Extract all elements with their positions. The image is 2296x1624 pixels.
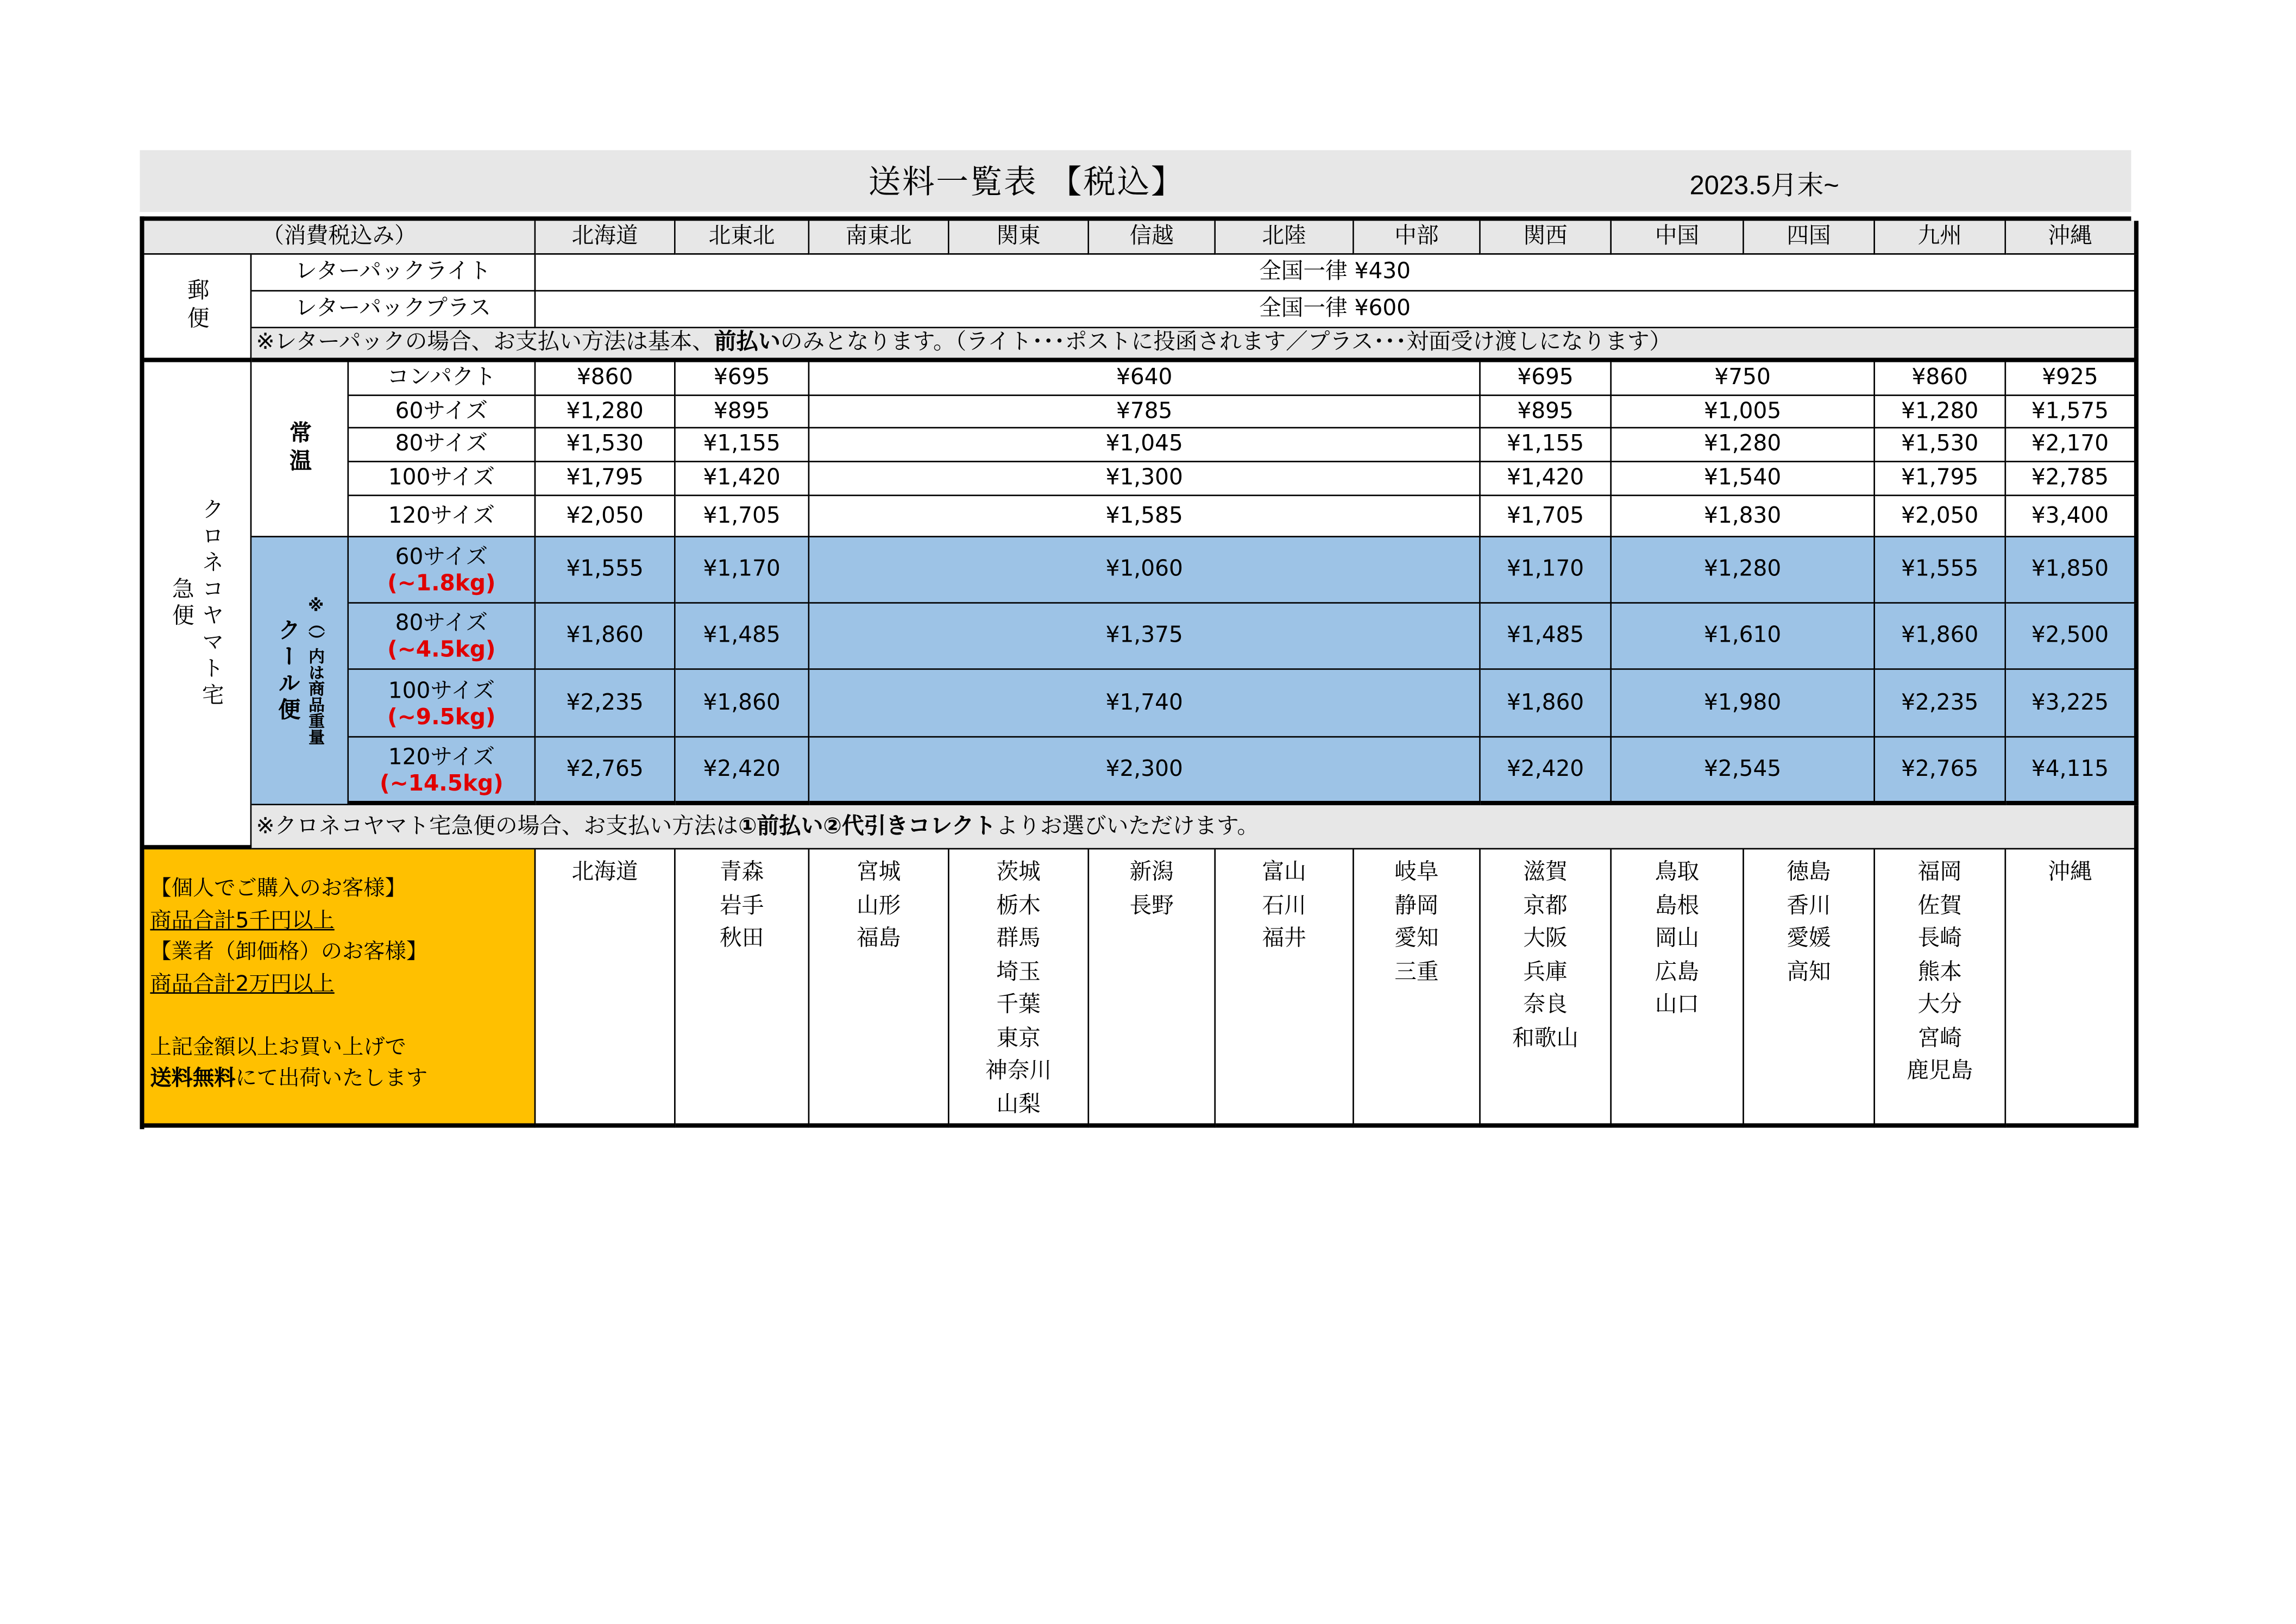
rate-cell: ¥1,705 <box>676 496 810 537</box>
post-section-label: 郵便 <box>144 255 252 362</box>
cool-rate-cell: ¥1,375 <box>809 604 1481 670</box>
cool-rate-cell: ¥1,860 <box>1875 604 2006 670</box>
rate-cell: ¥2,170 <box>2006 428 2138 462</box>
prefecture-name: 岐阜 <box>1394 858 1439 885</box>
cool-size-label <box>349 738 536 806</box>
prefecture-name: 東京 <box>996 1024 1041 1051</box>
cool-rate-cell: ¥2,500 <box>2006 604 2138 670</box>
prefecture-name: 和歌山 <box>1512 1024 1579 1051</box>
prefecture-name: 奈良 <box>1523 990 1568 1018</box>
rate-cell: ¥1,420 <box>1481 462 1612 496</box>
rate-cell: ¥1,585 <box>809 496 1481 537</box>
tax-note-header: （消費税込み） <box>144 221 536 254</box>
rate-cell: ¥895 <box>676 396 810 429</box>
free-shipping-notice: 【個人でご購入のお客様】 商品合計5千円以上 【業者（卸価格）のお客様】 商品合計2万円以上 上記金額以上お買い上げで 送料無料にて出荷いたします <box>144 849 536 1127</box>
cool-rate-cell: ¥4,115 <box>2006 738 2138 806</box>
rate-cell: ¥1,155 <box>1481 428 1612 462</box>
prefecture-list <box>1612 849 1744 1127</box>
prefecture-name: 兵庫 <box>1523 957 1568 985</box>
cool-rate-cell: ¥1,170 <box>676 537 810 604</box>
effective-date: 2023.5月末~ <box>1689 171 1839 200</box>
cool-size: 60サイズ <box>395 543 488 570</box>
cool-rate-cell: ¥1,485 <box>1481 604 1612 670</box>
prefecture-name: 香川 <box>1787 891 1831 918</box>
prefecture-name: 静岡 <box>1394 891 1439 918</box>
prefecture-name: 愛知 <box>1394 924 1439 951</box>
cool-rate-cell: ¥2,765 <box>1875 738 2006 806</box>
rate-cell: ¥895 <box>1481 396 1612 429</box>
rate-cell: ¥1,420 <box>676 462 810 496</box>
cool-rate-cell: ¥1,980 <box>1612 670 1875 738</box>
rate-cell: ¥2,785 <box>2006 462 2138 496</box>
prefecture-name: 群馬 <box>996 924 1041 951</box>
rate-cell: ¥1,280 <box>1612 428 1875 462</box>
prefecture-name: 山梨 <box>996 1090 1041 1117</box>
cool-rate-cell: ¥2,545 <box>1612 738 1875 806</box>
page-title: 送料一覧表 【税込】 <box>868 165 1185 202</box>
cool-rate-cell: ¥2,420 <box>1481 738 1612 806</box>
prefecture-name: 長野 <box>1129 891 1174 918</box>
rate-cell: ¥925 <box>2006 362 2138 396</box>
prefecture-list <box>1481 849 1612 1127</box>
cool-size-label <box>349 670 536 738</box>
prefecture-name: 熊本 <box>1917 957 1962 985</box>
prefecture-name: 宮崎 <box>1917 1024 1962 1051</box>
prefecture-name: 沖縄 <box>2048 858 2092 885</box>
rate-cell: ¥640 <box>809 362 1481 396</box>
cool-weight: (~1.8kg) <box>387 569 496 597</box>
prefecture-name: 福井 <box>1262 924 1306 951</box>
cool-section-label: クール便 ※（）内は商品重量 <box>251 537 349 805</box>
cool-rate-cell: ¥2,765 <box>536 738 675 806</box>
cool-size: 100サイズ <box>388 676 495 703</box>
prefecture-name: 京都 <box>1523 891 1568 918</box>
prefecture-name: 福島 <box>856 924 901 951</box>
size-label: コンパクト <box>349 362 536 396</box>
prefecture-name: 秋田 <box>719 924 764 951</box>
rate-cell: ¥1,155 <box>676 428 810 462</box>
region-header: 北海道 <box>536 221 675 254</box>
prefecture-name: 宮城 <box>856 858 901 885</box>
prefecture-name: 三重 <box>1394 957 1439 985</box>
rate-cell: ¥2,050 <box>536 496 675 537</box>
cool-rate-cell: ¥2,300 <box>809 738 1481 806</box>
prefecture-name: 石川 <box>1262 891 1306 918</box>
rate-cell: ¥1,045 <box>809 428 1481 462</box>
shipping-rate-table <box>140 216 2131 1129</box>
rate-cell: ¥1,540 <box>1612 462 1875 496</box>
region-header: 関東 <box>949 221 1089 254</box>
letterpack-payment-note: ※レターパックの場合、お支払い方法は基本、 前払い のみとなります。（ライト･･･ポストに投函されます／プラス･･･対面受け渡しになります） <box>251 328 2138 362</box>
prefecture-name: 鹿児島 <box>1907 1057 1973 1084</box>
prefecture-name: 埼玉 <box>996 957 1041 985</box>
cool-rate-cell: ¥1,485 <box>676 604 810 670</box>
rate-cell: ¥1,795 <box>536 462 675 496</box>
prefecture-name: 大分 <box>1917 990 1962 1018</box>
normal-temp-label: 常温 <box>251 362 349 537</box>
cool-rate-cell: ¥1,555 <box>1875 537 2006 604</box>
rate-cell: ¥3,400 <box>2006 496 2138 537</box>
prefecture-name: 福岡 <box>1917 858 1962 885</box>
yamato-payment-note: ※クロネコヤマト宅急便の場合、お支払い方法は ①前払い②代引きコレクト よりお選びいただけます。 <box>251 805 2138 849</box>
region-header: 中部 <box>1354 221 1481 254</box>
prefecture-name: 長崎 <box>1917 924 1962 951</box>
yamato-section-label: クロネコヤマト宅急便 <box>144 362 252 850</box>
rate-cell: ¥1,300 <box>809 462 1481 496</box>
size-label: 60サイズ <box>349 396 536 429</box>
rate-cell: ¥2,050 <box>1875 496 2006 537</box>
cool-size: 120サイズ <box>388 742 495 769</box>
letterpack-light-price: 全国一律 ¥430 <box>536 255 2138 292</box>
cool-rate-cell: ¥1,860 <box>676 670 810 738</box>
prefecture-list <box>1354 849 1481 1127</box>
rate-cell: ¥860 <box>536 362 675 396</box>
cool-weight: (~4.5kg) <box>387 636 496 663</box>
cool-rate-cell: ¥1,060 <box>809 537 1481 604</box>
cool-rate-cell: ¥1,555 <box>536 537 675 604</box>
prefecture-list <box>1216 849 1354 1127</box>
prefecture-name: 富山 <box>1262 858 1306 885</box>
rate-cell: ¥695 <box>676 362 810 396</box>
prefecture-list <box>676 849 810 1127</box>
region-header: 四国 <box>1744 221 1875 254</box>
prefecture-name: 愛媛 <box>1787 924 1831 951</box>
cool-rate-cell: ¥2,235 <box>1875 670 2006 738</box>
letterpack-plus-price: 全国一律 ¥600 <box>536 292 2138 329</box>
region-header: 北東北 <box>676 221 810 254</box>
rate-cell: ¥1,005 <box>1612 396 1875 429</box>
size-label: 80サイズ <box>349 428 536 462</box>
cool-size-label <box>349 537 536 604</box>
prefecture-list <box>1089 849 1216 1127</box>
rate-cell: ¥1,795 <box>1875 462 2006 496</box>
cool-rate-cell: ¥2,235 <box>536 670 675 738</box>
letterpack-plus-label: レターパックプラス <box>251 292 536 329</box>
prefecture-name: 佐賀 <box>1917 891 1962 918</box>
prefecture-list <box>1744 849 1875 1127</box>
prefecture-list <box>2006 849 2138 1127</box>
prefecture-name: 山形 <box>856 891 901 918</box>
prefecture-list <box>949 849 1089 1127</box>
rate-cell: ¥1,830 <box>1612 496 1875 537</box>
cool-weight: (~14.5kg) <box>380 769 504 796</box>
region-header: 南東北 <box>809 221 949 254</box>
prefecture-name: 神奈川 <box>985 1057 1052 1084</box>
cool-rate-cell: ¥1,850 <box>2006 537 2138 604</box>
cool-rate-cell: ¥1,740 <box>809 670 1481 738</box>
size-label: 100サイズ <box>349 462 536 496</box>
prefecture-list <box>536 849 675 1127</box>
cool-rate-cell: ¥3,225 <box>2006 670 2138 738</box>
prefecture-list <box>809 849 949 1127</box>
prefecture-name: 北海道 <box>571 858 638 885</box>
cool-rate-cell: ¥2,420 <box>676 738 810 806</box>
rate-cell: ¥1,530 <box>536 428 675 462</box>
region-header: 信越 <box>1089 221 1216 254</box>
cool-size: 80サイズ <box>395 609 488 636</box>
region-header: 関西 <box>1481 221 1612 254</box>
rate-cell: ¥1,705 <box>1481 496 1612 537</box>
prefecture-name: 高知 <box>1787 957 1831 985</box>
rate-cell: ¥1,280 <box>536 396 675 429</box>
prefecture-name: 徳島 <box>1787 858 1831 885</box>
prefecture-name: 島根 <box>1655 891 1700 918</box>
cool-rate-cell: ¥1,170 <box>1481 537 1612 604</box>
cool-rate-cell: ¥1,860 <box>536 604 675 670</box>
region-header: 中国 <box>1612 221 1744 254</box>
cool-size-label <box>349 604 536 670</box>
rate-cell: ¥860 <box>1875 362 2006 396</box>
cool-rate-cell: ¥1,610 <box>1612 604 1875 670</box>
prefecture-name: 茨城 <box>996 858 1041 885</box>
prefecture-list <box>1875 849 2006 1127</box>
region-header: 九州 <box>1875 221 2006 254</box>
prefecture-name: 青森 <box>719 858 764 885</box>
prefecture-name: 鳥取 <box>1655 858 1700 885</box>
letterpack-light-label: レターパックライト <box>251 255 536 292</box>
cool-weight: (~9.5kg) <box>387 703 496 730</box>
prefecture-name: 千葉 <box>996 990 1041 1018</box>
rate-cell: ¥695 <box>1481 362 1612 396</box>
rate-cell: ¥1,280 <box>1875 396 2006 429</box>
rate-cell: ¥750 <box>1612 362 1875 396</box>
rate-cell: ¥785 <box>809 396 1481 429</box>
cool-rate-cell: ¥1,280 <box>1612 537 1875 604</box>
size-label: 120サイズ <box>349 496 536 537</box>
region-header: 北陸 <box>1216 221 1354 254</box>
cool-rate-cell: ¥1,860 <box>1481 670 1612 738</box>
rate-cell: ¥1,530 <box>1875 428 2006 462</box>
prefecture-name: 滋賀 <box>1523 858 1568 885</box>
prefecture-name: 栃木 <box>996 891 1041 918</box>
prefecture-name: 広島 <box>1655 957 1700 985</box>
prefecture-name: 新潟 <box>1129 858 1174 885</box>
rate-cell: ¥1,575 <box>2006 396 2138 429</box>
prefecture-name: 岡山 <box>1655 924 1700 951</box>
prefecture-name: 山口 <box>1655 990 1700 1018</box>
region-header: 沖縄 <box>2006 221 2138 254</box>
prefecture-name: 岩手 <box>719 891 764 918</box>
prefecture-name: 大阪 <box>1523 924 1568 951</box>
